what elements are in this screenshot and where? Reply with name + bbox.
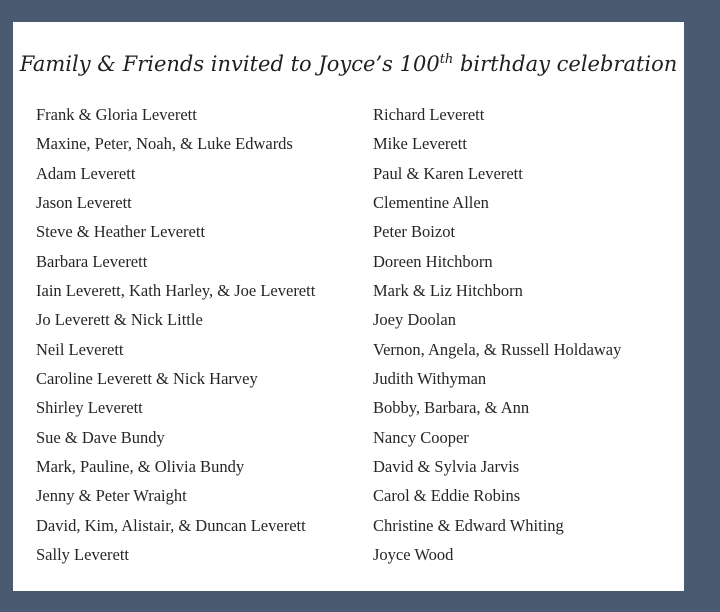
guest-entry: Neil Leverett <box>36 339 124 359</box>
guest-entry: Jenny & Peter Wraight <box>36 486 187 506</box>
guest-entry: Nancy Cooper <box>373 427 469 447</box>
guest-entry: Sue & Dave Bundy <box>36 427 165 447</box>
guest-entry: Doreen Hitchborn <box>373 251 493 271</box>
guest-entry: Peter Boizot <box>373 222 456 242</box>
title-end: birthday celebration <box>453 52 678 76</box>
guest-list-right <box>373 100 621 569</box>
guest-entry: Richard Leverett <box>373 105 485 124</box>
guest-list-left <box>36 100 315 569</box>
guest-entry: Jo Leverett & Nick Little <box>36 310 203 330</box>
guest-entry: David, Kim, Alistair, & Duncan Leverett <box>36 515 306 535</box>
guest-entry: Clementine Allen <box>373 192 489 212</box>
invitation-sheet <box>13 22 684 591</box>
guest-entry: Barbara Leverett <box>36 251 148 271</box>
guest-entry: Frank & Gloria Leverett <box>36 105 197 124</box>
guest-entry: Paul & Karen Leverett <box>373 163 523 183</box>
guest-entry: Jason Leverett <box>36 192 132 212</box>
guest-entry: Mark & Liz Hitchborn <box>373 280 523 300</box>
guest-entry: Joey Doolan <box>373 310 456 330</box>
guest-entry: Shirley Leverett <box>36 398 143 418</box>
guest-entry: Steve & Heather Leverett <box>36 222 206 242</box>
guest-entry: Mike Leverett <box>373 134 467 154</box>
guest-entry: Mark, Pauline, & Olivia Bundy <box>36 456 245 476</box>
guest-entry: Vernon, Angela, & Russell Holdaway <box>373 339 622 359</box>
guest-entry: David & Sylvia Jarvis <box>373 456 520 476</box>
guest-entry: Carol & Eddie Robins <box>373 486 521 506</box>
guest-entry: Sally Leverett <box>36 544 130 564</box>
guest-entry: Maxine, Peter, Noah, & Luke Edwards <box>36 134 293 154</box>
page-title <box>13 52 684 76</box>
guest-entry: Judith Withyman <box>373 368 487 388</box>
guest-entry: Iain Leverett, Kath Harley, & Joe Leverett <box>36 280 316 300</box>
guest-entry: Bobby, Barbara, & Ann <box>373 398 530 418</box>
guest-entry: Adam Leverett <box>36 163 136 183</box>
guest-entry: Caroline Leverett & Nick Harvey <box>36 368 258 388</box>
title-superscript: th <box>439 52 454 67</box>
title-main: Family & Friends invited to Joyce’s 100 <box>19 52 440 76</box>
guest-entry: Christine & Edward Whiting <box>373 515 564 535</box>
guest-entry: Joyce Wood <box>373 544 454 564</box>
